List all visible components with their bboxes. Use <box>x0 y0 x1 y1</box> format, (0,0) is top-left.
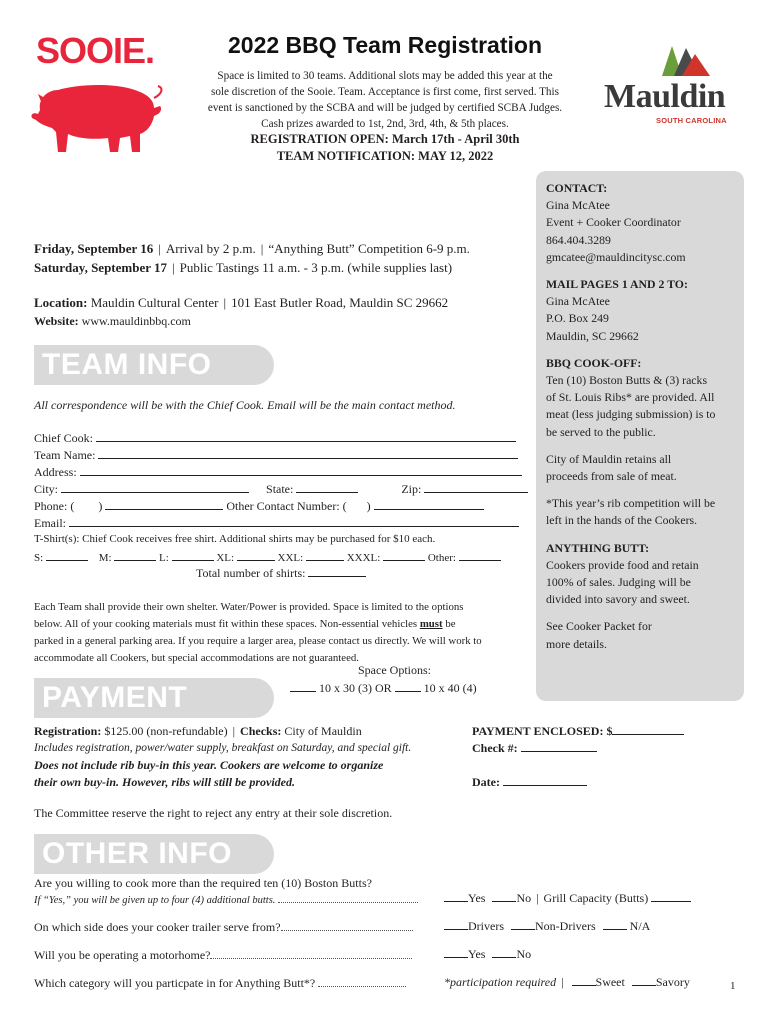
answer-trailer-side[interactable]: Drivers Non-Drivers N/A <box>444 919 650 934</box>
email-field[interactable]: Email: <box>34 516 519 531</box>
space-options[interactable]: 10 x 30 (3) OR 10 x 40 (4) <box>290 681 477 696</box>
payment-enclosed-field: PAYMENT ENCLOSED: $ <box>472 723 684 740</box>
city-state-zip-fields[interactable]: City: State: Zip: <box>34 482 528 497</box>
shelter-note: Each Team shall provide their own shelter. Water/Power is provided. Space is limited to the options below. All of your cooking materials must fit within these spaces. Non-essential vehicles must be parked in a general parking area. If you require a larger area, please contact us directly. We will work to accommodate all Cookers, but special accommodations are not guaranteed. <box>34 601 482 664</box>
tshirt-note: T-Shirt(s): Chief Cook receives free shirt. Additional shirts may be purchased for $10 each. <box>34 533 436 545</box>
event-friday: Friday, September 16 | Arrival by 2 p.m. | “Anything Butt” Competition 6-9 p.m. <box>34 241 470 256</box>
contact-line: Gina McAtee <box>546 198 610 213</box>
cookoff-line: be served to the public. <box>546 424 656 439</box>
space-options-label: Space Options: <box>358 663 431 677</box>
contact-phone: 864.404.3289 <box>546 232 611 247</box>
payment-banner: PAYMENT <box>34 678 274 718</box>
mail-heading: MAIL PAGES 1 AND 2 TO: <box>546 277 688 292</box>
rib-note-line: *This year’s rib competition will be <box>546 496 716 511</box>
shirt-sizes[interactable]: S: M: L: XL: XXL: XXXL: Other: <box>34 550 501 564</box>
cookoff-heading: BBQ COOK-OFF: <box>546 355 642 370</box>
mauldin-logo-subtext: SOUTH CAROLINA <box>656 116 727 125</box>
anything-butt-heading: ANYTHING BUTT: <box>546 540 650 555</box>
check-number-field: Check #: <box>472 740 684 757</box>
sooie-logo-text: SOOIE. <box>36 30 155 71</box>
question-extra-butts: Are you willing to cook more than the required ten (10) Boston Butts? <box>34 876 372 890</box>
question-trailer-side: On which side does your cooker trailer serve from? <box>34 920 413 935</box>
website-link[interactable]: www.mauldinbbq.com <box>81 314 191 328</box>
cookoff-line: Ten (10) Boston Butts & (3) racks <box>546 373 708 388</box>
registration-open: REGISTRATION OPEN: March 17th - April 30th <box>250 132 520 146</box>
cookoff-line: meat (less judging submission) is to <box>546 407 716 422</box>
cookoff-line: of St. Louis Ribs* are provided. All <box>546 390 715 405</box>
mail-line: Mauldin, SC 29662 <box>546 328 639 343</box>
phone-fields[interactable]: Phone: ( ) Other Contact Number: ( ) <box>34 499 484 514</box>
event-location: Location: Mauldin Cultural Center | 101 East Butler Road, Mauldin SC 29662 <box>34 295 449 310</box>
event-saturday: Saturday, September 17 | Public Tastings 11 a.m. - 3 p.m. (while supplies last) <box>34 260 453 275</box>
retains-line: proceeds from sale of meat. <box>546 469 677 484</box>
contact-sidebar <box>536 171 744 701</box>
page-number: 1 <box>730 980 736 992</box>
team-name-field[interactable]: Team Name: <box>34 448 518 463</box>
contact-email: gmcatee@mauldincitysc.com <box>546 249 686 264</box>
answer-anything-butt[interactable]: *participation required | Sweet Savory <box>444 975 690 989</box>
answer-motorhome[interactable]: Yes No <box>444 947 531 962</box>
mail-line: P.O. Box 249 <box>546 311 609 326</box>
other-info-banner: OTHER INFO <box>34 834 274 874</box>
anything-line: Cookers provide food and retain <box>546 557 699 572</box>
team-info-banner: TEAM INFO <box>34 345 274 385</box>
event-website: Website: www.mauldinbbq.com <box>34 314 191 328</box>
team-info-note: All correspondence will be with the Chief Cook. Email will be the main contact method. <box>34 398 456 412</box>
mail-line: Gina McAtee <box>546 294 610 309</box>
packet-line: See Cooker Packet for <box>546 619 652 634</box>
anything-line: divided into savory and sweet. <box>546 592 690 607</box>
team-notification: TEAM NOTIFICATION: MAY 12, 2022 <box>276 149 494 163</box>
payment-details: Registration: $125.00 (non-refundable) | Checks: City of Mauldin Includes registration, power/water supply, breakfast on Saturday, and special gift. Does not include rib buy-in this year. Cookers are welcome to organize their own buy-in. However, ribs will still be provided. <box>34 724 412 789</box>
question-motorhome: Will you be operating a motorhome? <box>34 948 412 963</box>
address-field[interactable]: Address: <box>34 465 522 480</box>
contact-line: Event + Cooker Coordinator <box>546 215 681 230</box>
date-field: Date: <box>472 774 684 791</box>
committee-note: The Committee reserve the right to reject any entry at their sole discretion. <box>34 806 393 820</box>
rib-note-line: left in the hands of the Cookers. <box>546 513 698 528</box>
packet-line: more details. <box>546 636 607 651</box>
retains-line: City of Mauldin retains all <box>546 451 672 466</box>
intro-text: Space is limited to 30 teams. Additional slots may be added this year at the sole discretion of the Sooie. Team. Acceptance is first come, first served. This event is sanctioned by the SCBA and will be judged by certified SCBA Judges. Cash prizes awarded to 1st, 2nd, 3rd, 4th, & 5th places. <box>207 70 563 130</box>
anything-line: 100% of sales. Judging will be <box>546 575 691 590</box>
mauldin-logo-text: Mauldin <box>604 78 726 115</box>
total-shirts-field[interactable]: Total number of shirts: <box>196 566 366 581</box>
payment-fields[interactable] <box>472 723 684 791</box>
chief-cook-field[interactable]: Chief Cook: <box>34 431 516 446</box>
answer-extra-butts[interactable]: Yes No | Grill Capacity (Butts) <box>444 891 691 906</box>
question-extra-butts-sub: If “Yes,” you will be given up to four (4) additional butts. <box>34 893 418 906</box>
contact-heading: CONTACT: <box>546 181 608 195</box>
question-anything-butt: Which category will you particpate in for Anything Butt*? <box>34 976 406 991</box>
page-title: 2022 BBQ Team Registration <box>227 32 542 58</box>
